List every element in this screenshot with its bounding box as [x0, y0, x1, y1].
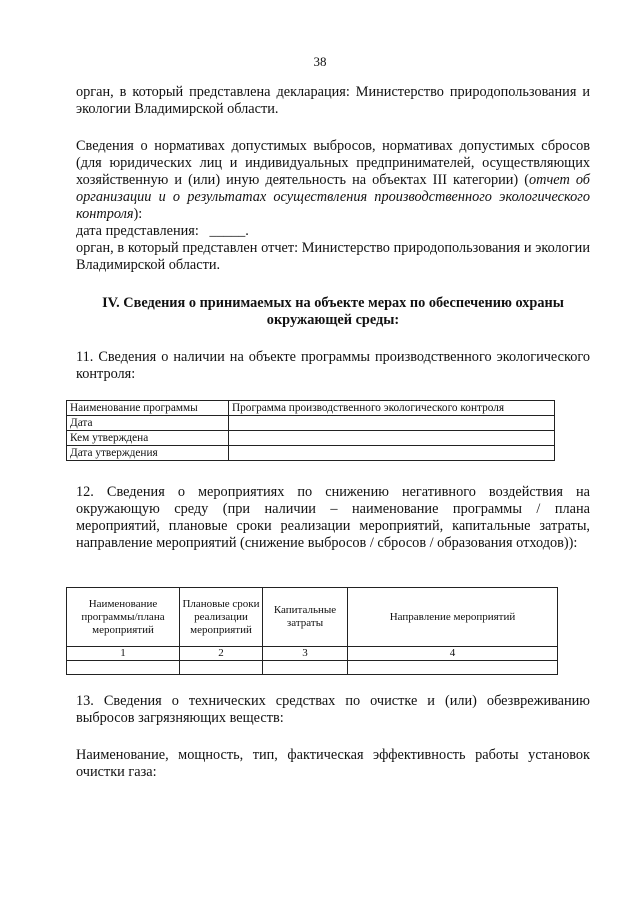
table-cell: Кем утверждена — [67, 431, 229, 446]
table-row — [67, 431, 555, 446]
table-header-cell: Наименование программы — [67, 401, 229, 416]
paragraph-emission-standards-text-a: Сведения о нормативах допустимых выбросов, нормативах допустимых сбросов (для юридических лиц и индивидуальных предпринимателей, осуществляющих хозяйственную и (или) иную деятельность на объектах III категории) ( — [76, 138, 590, 188]
table-header-cell: Программа производственного экологического контроля — [229, 401, 555, 416]
table-cell: Дата утверждения — [67, 446, 229, 461]
table-cell — [263, 661, 348, 675]
table-header-cell: Направление мероприятий — [348, 588, 558, 647]
paragraph-report-authority: орган, в который представлен отчет: Министерство природопользования и экологии Владимирской области. — [76, 240, 590, 273]
paragraph-emission-standards — [76, 138, 590, 223]
paragraph-gas-cleaning: Наименование, мощность, тип, фактическая эффективность работы установок очистки газа: — [76, 747, 590, 780]
table-environmental-control-program — [66, 400, 555, 461]
table-cell — [229, 431, 555, 446]
table-row — [67, 588, 558, 647]
table-cell: 2 — [180, 647, 263, 661]
table-cell: 1 — [67, 647, 180, 661]
table-row — [67, 416, 555, 431]
table-cell — [229, 416, 555, 431]
table-cell: 4 — [348, 647, 558, 661]
item-13-text: 13. Сведения о технических средствах по очистке и (или) обезвреживанию выбросов загрязняющих веществ: — [76, 693, 590, 726]
table-cell: Дата — [67, 416, 229, 431]
item-11-text: 11. Сведения о наличии на объекте программы производственного экологического контроля: — [76, 349, 590, 382]
page-number: 38 — [313, 54, 327, 69]
paragraph-emission-standards-italic: отчет об организации и о результатах осуществления производственного экологического контроля — [76, 172, 590, 222]
table-header-cell: Капитальные затраты — [263, 588, 348, 647]
table-row — [67, 661, 558, 675]
table-row — [67, 647, 558, 661]
paragraph-declaration-authority: орган, в который представлена декларация: Министерство природопользования и экологии Владимирской области. — [76, 84, 590, 117]
submission-date-line: дата представления: _____. — [76, 223, 249, 239]
table-row — [67, 446, 555, 461]
table-cell: 3 — [263, 647, 348, 661]
table-cell — [229, 446, 555, 461]
section-iv-heading: IV. Сведения о принимаемых на объекте мерах по обеспечению охраны окружающей среды: — [102, 295, 564, 328]
table-cell — [67, 661, 180, 675]
table-cell — [348, 661, 558, 675]
table-row — [67, 401, 555, 416]
table-cell — [180, 661, 263, 675]
item-12-text: 12. Сведения о мероприятиях по снижению негативного воздействия на окружающую среду (при наличии – наименование программы / плана мероприятий, плановые сроки реализации мероприятий, капитальные затраты, направление мероприятий (снижение выбросов / сбросов / образования отходов)): — [76, 484, 590, 551]
table-header-cell: Наименование программы/плана мероприятий — [67, 588, 180, 647]
paragraph-emission-standards-text-b: ): — [133, 206, 143, 222]
table-header-cell: Плановые сроки реализации мероприятий — [180, 588, 263, 647]
table-mitigation-measures — [66, 587, 558, 675]
